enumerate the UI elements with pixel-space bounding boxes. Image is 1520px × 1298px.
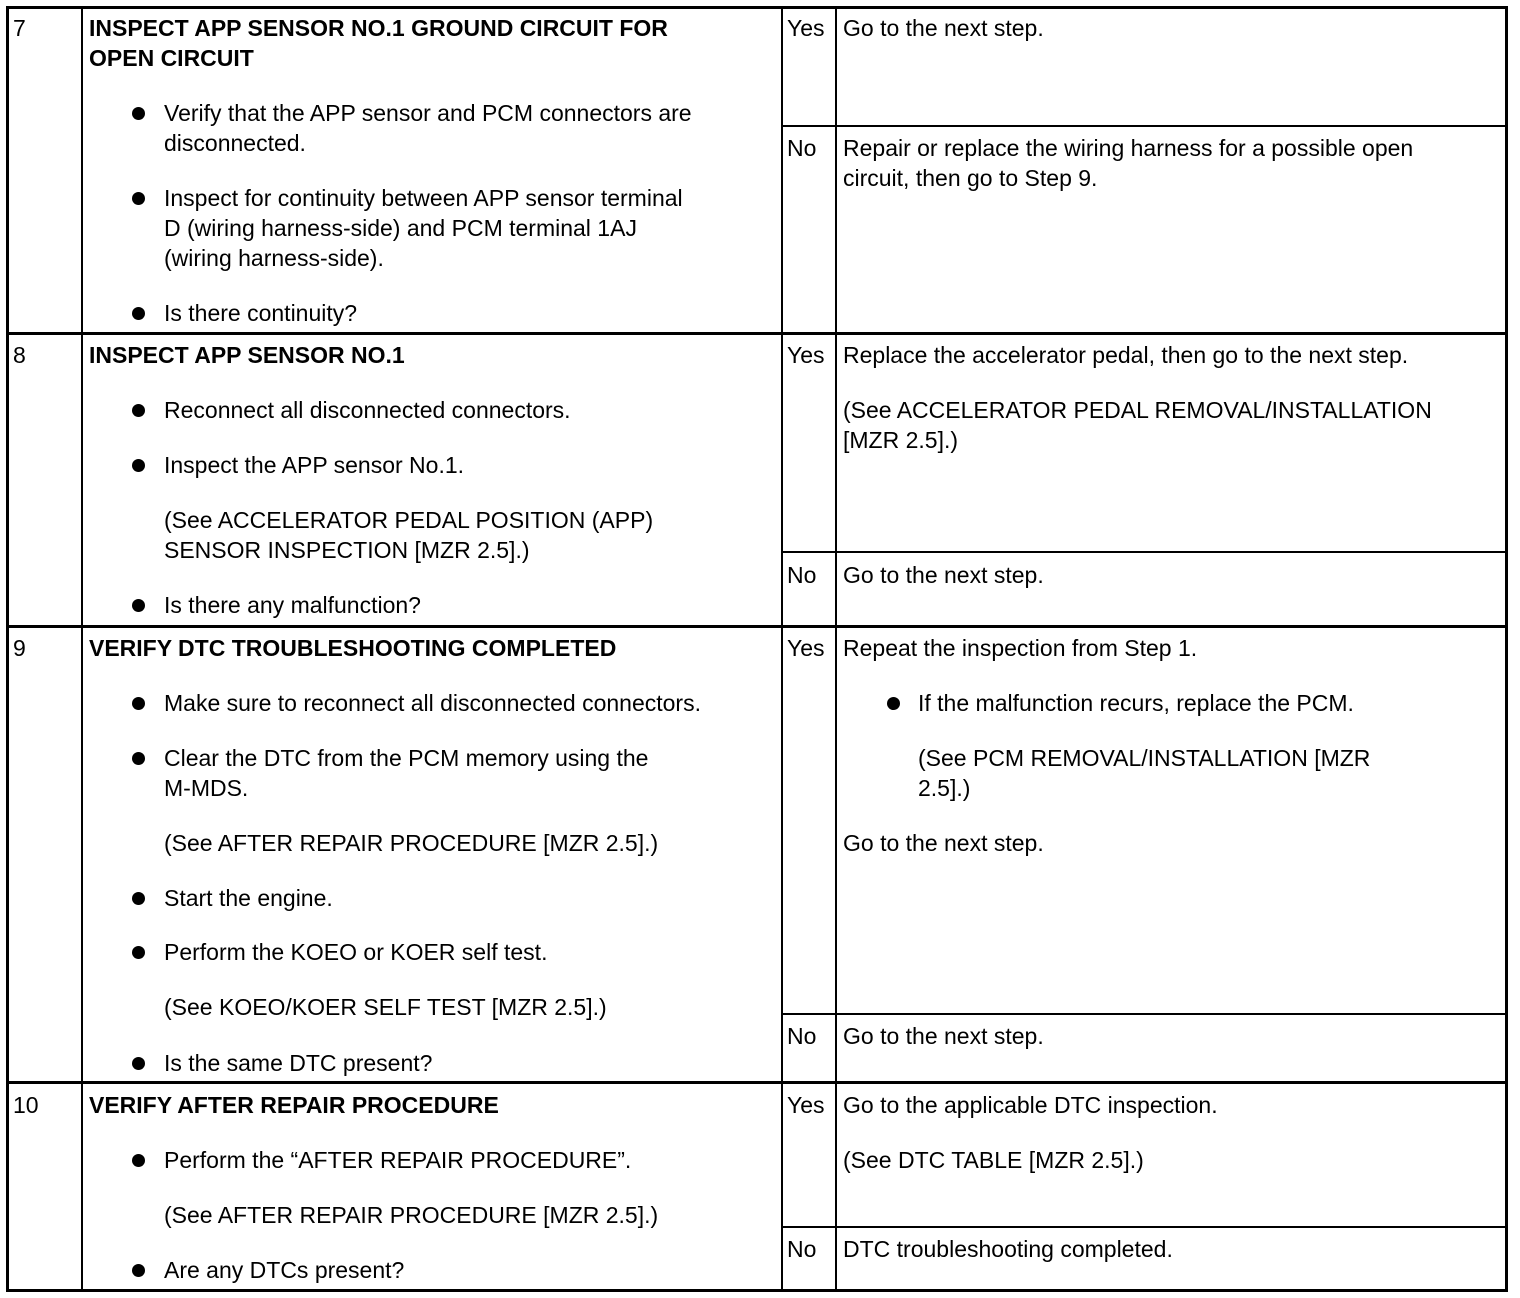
bullet-icon [132,892,145,905]
action-text: Is there any malfunction? [164,592,421,618]
row-divider [6,1081,1508,1084]
action-text: Perform the KOEO or KOER self test. [164,939,548,965]
row-divider [6,332,1508,335]
yes-label: Yes [787,1092,825,1118]
reference-text: (See DTC TABLE [MZR 2.5].) [843,1147,1144,1173]
bullet-icon [132,404,145,417]
yes-no-divider [781,125,1508,127]
yes-result: Go to the next step. [843,830,1044,856]
action-text: Is there continuity? [164,300,358,326]
yes-result: Replace the accelerator pedal, then go to the next step. [843,342,1409,368]
action-text: Inspect the APP sensor No.1. [164,452,465,478]
yes-sub-action: If the malfunction recurs, replace the PCM. [918,690,1354,716]
reference-text: (See AFTER REPAIR PROCEDURE [MZR 2.5].) [164,1202,659,1228]
action-text: Start the engine. [164,885,333,911]
step-number: 10 [13,1092,39,1118]
reference-text: 2.5].) [918,775,971,801]
step-title-line: VERIFY DTC TROUBLESHOOTING COMPLETED [89,635,617,661]
bullet-icon [132,946,145,959]
action-text: Reconnect all disconnected connectors. [164,397,571,423]
reference-text: [MZR 2.5].) [843,427,959,453]
no-result: Go to the next step. [843,1023,1044,1049]
action-text: Verify that the APP sensor and PCM connectors are [164,100,692,126]
reference-text: (See ACCELERATOR PEDAL REMOVAL/INSTALLATION [843,397,1432,423]
step-number: 7 [13,15,26,41]
step-title-line: INSPECT APP SENSOR NO.1 [89,342,405,368]
action-text: Are any DTCs present? [164,1257,405,1283]
bullet-icon [132,459,145,472]
row-divider [6,625,1508,628]
column-divider-step [81,6,83,1292]
bullet-icon [132,1154,145,1167]
no-result: DTC troubleshooting completed. [843,1236,1173,1262]
reference-text: SENSOR INSPECTION [MZR 2.5].) [164,537,530,563]
step-title-line: OPEN CIRCUIT [89,45,254,71]
no-result: Repair or replace the wiring harness for a possible open [843,135,1414,161]
step-number: 8 [13,342,26,368]
action-text: Perform the “AFTER REPAIR PROCEDURE”. [164,1147,632,1173]
no-label: No [787,135,817,161]
column-divider-result [835,6,837,1292]
yes-label: Yes [787,15,825,41]
yes-result: Go to the next step. [843,15,1044,41]
step-title-line: INSPECT APP SENSOR NO.1 GROUND CIRCUIT FOR [89,15,668,41]
step-title-line: VERIFY AFTER REPAIR PROCEDURE [89,1092,499,1118]
no-result: Go to the next step. [843,562,1044,588]
bullet-icon [132,1264,145,1277]
column-divider-action [781,6,783,1292]
action-text: Is the same DTC present? [164,1050,433,1076]
yes-no-divider [781,551,1508,553]
action-text: M-MDS. [164,775,249,801]
bullet-icon [887,697,900,710]
bullet-icon [132,192,145,205]
bullet-icon [132,599,145,612]
step-number: 9 [13,635,26,661]
no-result: circuit, then go to Step 9. [843,165,1098,191]
bullet-icon [132,1057,145,1070]
yes-result: Go to the applicable DTC inspection. [843,1092,1218,1118]
bullet-icon [132,752,145,765]
reference-text: (See KOEO/KOER SELF TEST [MZR 2.5].) [164,994,607,1020]
reference-text: (See AFTER REPAIR PROCEDURE [MZR 2.5].) [164,830,659,856]
action-text: Inspect for continuity between APP sensor terminal [164,185,683,211]
yes-no-divider [781,1226,1508,1228]
bullet-icon [132,107,145,120]
no-label: No [787,1236,817,1262]
reference-text: (See PCM REMOVAL/INSTALLATION [MZR [918,745,1371,771]
yes-label: Yes [787,635,825,661]
reference-text: (See ACCELERATOR PEDAL POSITION (APP) [164,507,654,533]
no-label: No [787,562,817,588]
yes-result: Repeat the inspection from Step 1. [843,635,1198,661]
action-text: disconnected. [164,130,306,156]
yes-no-divider [781,1013,1508,1015]
action-text: Clear the DTC from the PCM memory using the [164,745,649,771]
action-text: (wiring harness-side). [164,245,384,271]
action-text: Make sure to reconnect all disconnected connectors. [164,690,701,716]
bullet-icon [132,697,145,710]
yes-label: Yes [787,342,825,368]
no-label: No [787,1023,817,1049]
action-text: D (wiring harness-side) and PCM terminal 1AJ [164,215,637,241]
bullet-icon [132,307,145,320]
